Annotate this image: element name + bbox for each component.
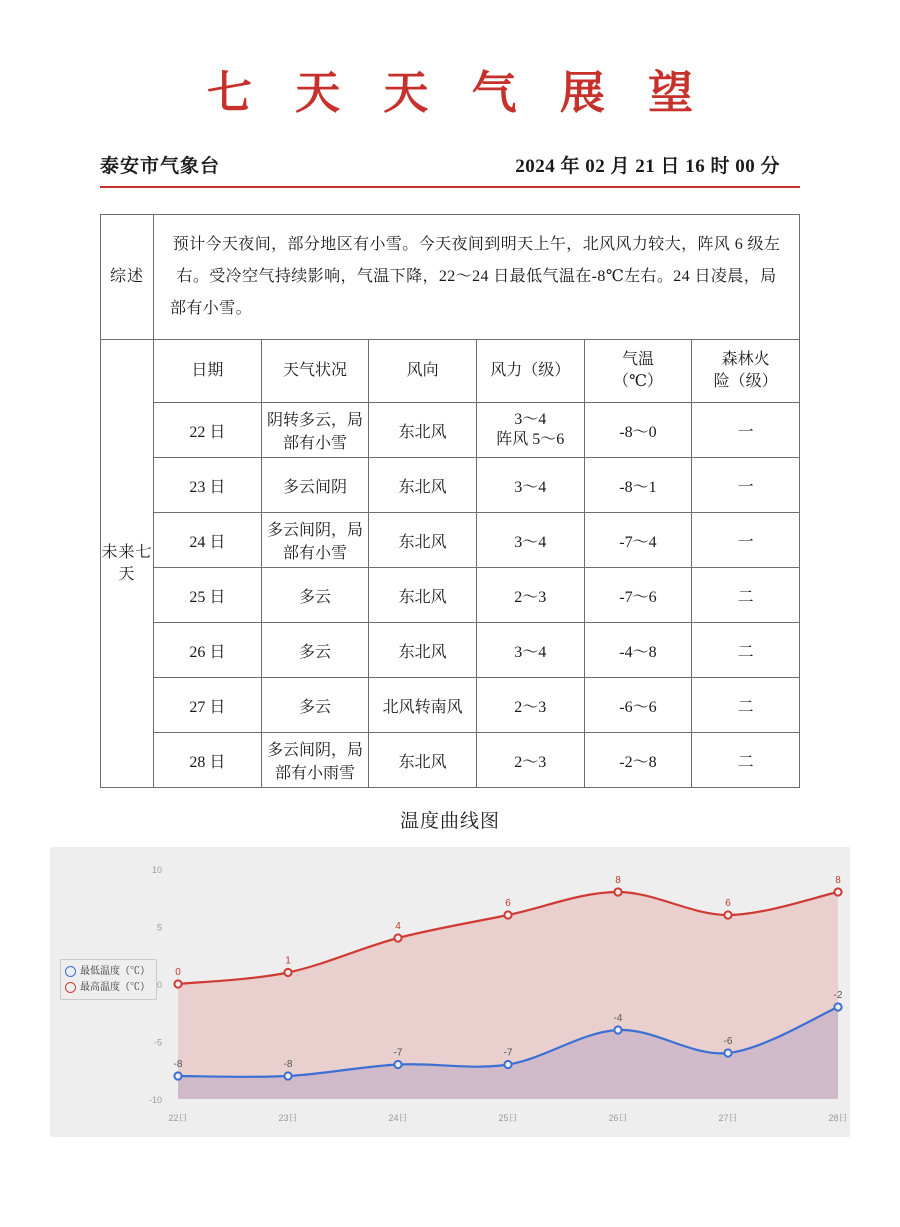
cell-date: 25 日: [154, 568, 262, 623]
cell-wind-level-line1: 3～4: [514, 411, 547, 428]
svg-text:4: 4: [395, 921, 401, 932]
svg-text:24日: 24日: [388, 1113, 408, 1123]
page-title: 七 天 天 气 展 望: [206, 68, 710, 118]
legend-item-min: [65, 964, 150, 980]
table-row: [101, 513, 800, 568]
cell-fire-risk: 二: [692, 568, 800, 623]
cell-wind-level: [476, 403, 584, 458]
col-header-condition: 天气状况: [261, 340, 369, 403]
cell-wind-direction: 东北风: [369, 403, 477, 458]
future-seven-days-label: 未来七天: [101, 340, 154, 788]
table-header-row: [101, 340, 800, 403]
col-header-fire-risk-line1: 森林火: [721, 351, 770, 369]
cell-condition: 多云间阴，局部有小雨雪: [261, 733, 369, 788]
cell-fire-risk: 二: [692, 623, 800, 678]
col-header-temperature: [584, 340, 692, 403]
bulletin-subheader: [100, 151, 800, 188]
col-header-date: 日期: [154, 340, 262, 403]
cell-fire-risk: 二: [692, 733, 800, 788]
cell-wind-direction: 东北风: [369, 623, 477, 678]
issue-time: 2024 年 02 月 21 日 16 时 00 分: [515, 156, 780, 177]
svg-text:-4: -4: [613, 1013, 623, 1024]
col-header-temperature-line2: （℃）: [613, 373, 663, 390]
svg-text:-8: -8: [283, 1059, 293, 1070]
cell-fire-risk: 一: [692, 403, 800, 458]
cell-date: 27 日: [154, 678, 262, 733]
cell-temperature: -7～4: [584, 513, 692, 568]
cell-wind-level: 2～3: [476, 678, 584, 733]
chart-caption: 温度曲线图: [399, 811, 500, 832]
svg-text:8: 8: [835, 875, 841, 886]
cell-wind-direction: 东北风: [369, 513, 477, 568]
cell-wind-level: 2～3: [476, 568, 584, 623]
cell-date: 26 日: [154, 623, 262, 678]
svg-text:-7: -7: [393, 1047, 403, 1059]
chart-legend: [60, 959, 157, 1000]
col-header-temperature-line1: 气温: [621, 351, 654, 369]
svg-text:10: 10: [151, 865, 162, 875]
temperature-chart: [50, 847, 850, 1137]
svg-text:-7: -7: [503, 1047, 513, 1059]
svg-text:0: 0: [175, 967, 181, 978]
cell-fire-risk: 一: [692, 513, 800, 568]
temperature-chart-svg: [50, 847, 850, 1137]
legend-item-max: [65, 980, 150, 996]
table-row: [101, 733, 800, 788]
cell-wind-direction: 北风转南风: [369, 678, 477, 733]
cell-wind-level: 3～4: [476, 458, 584, 513]
col-header-wind-level: 风力（级）: [476, 340, 584, 403]
cell-temperature: -6～6: [584, 678, 692, 733]
cell-condition: 多云: [261, 678, 369, 733]
svg-text:23日: 23日: [278, 1113, 298, 1123]
cell-temperature: -4～8: [584, 623, 692, 678]
cell-condition: 阴转多云，局部有小雪: [261, 403, 369, 458]
cell-wind-direction: 东北风: [369, 458, 477, 513]
cell-date: 23 日: [154, 458, 262, 513]
cell-fire-risk: 一: [692, 458, 800, 513]
svg-text:5: 5: [156, 922, 162, 933]
legend-marker-max-icon: [65, 982, 76, 993]
svg-text:6: 6: [725, 898, 731, 909]
col-header-fire-risk: [692, 340, 800, 403]
svg-text:22日: 22日: [168, 1113, 188, 1123]
svg-text:8: 8: [615, 875, 621, 886]
svg-text:-5: -5: [153, 1037, 162, 1048]
svg-text:1: 1: [285, 955, 291, 967]
cell-wind-level: 3～4: [476, 623, 584, 678]
legend-label-max: 最高温度（℃）: [80, 981, 150, 993]
cell-temperature: -2～8: [584, 733, 692, 788]
summary-label: 综述: [101, 215, 154, 340]
cell-wind-direction: 东北风: [369, 733, 477, 788]
cell-fire-risk: 二: [692, 678, 800, 733]
col-header-fire-risk-line2: 险（级）: [713, 373, 778, 390]
cell-condition: 多云间阴，局部有小雪: [261, 513, 369, 568]
svg-text:-2: -2: [833, 990, 843, 1001]
svg-text:25日: 25日: [498, 1113, 518, 1123]
table-row: [101, 568, 800, 623]
forecast-table-wrapper: [100, 214, 800, 788]
svg-text:-10: -10: [148, 1095, 162, 1105]
cell-condition: 多云间阴: [261, 458, 369, 513]
svg-text:6: 6: [505, 898, 511, 909]
cell-temperature: -8～0: [584, 403, 692, 458]
cell-date: 28 日: [154, 733, 262, 788]
svg-text:-6: -6: [723, 1036, 733, 1047]
summary-row: [101, 215, 800, 340]
cell-date: 24 日: [154, 513, 262, 568]
cell-condition: 多云: [261, 623, 369, 678]
legend-label-min: 最低温度（℃）: [80, 966, 150, 977]
cell-wind-level-line2: 阵风 5～6: [496, 431, 565, 448]
svg-text:26日: 26日: [608, 1113, 628, 1123]
table-row: [101, 623, 800, 678]
svg-text:-8: -8: [173, 1059, 183, 1070]
svg-text:27日: 27日: [718, 1113, 738, 1123]
legend-marker-min-icon: [65, 966, 76, 977]
cell-date: 22 日: [154, 403, 262, 458]
svg-text:28日: 28日: [828, 1113, 848, 1123]
cell-wind-level: 3～4: [476, 513, 584, 568]
cell-temperature: -8～1: [584, 458, 692, 513]
cell-temperature: -7～6: [584, 568, 692, 623]
cell-wind-direction: 东北风: [369, 568, 477, 623]
table-row: [101, 403, 800, 458]
col-header-wind-direction: 风向: [369, 340, 477, 403]
cell-condition: 多云: [261, 568, 369, 623]
table-row: [101, 458, 800, 513]
forecast-table: [100, 214, 800, 788]
cell-wind-level: 2～3: [476, 733, 584, 788]
summary-text: 预计今天夜间，部分地区有小雪。今天夜间到明天上午，北风风力较大，阵风 6 级左右。受冷空气持续影响，气温下降，22～24 日最低气温在-8℃左右。24 日凌晨，局部有小雪。: [154, 215, 800, 340]
svg-text:0: 0: [156, 980, 162, 990]
issuing-station: 泰安市气象台: [100, 156, 221, 177]
table-row: [101, 678, 800, 733]
